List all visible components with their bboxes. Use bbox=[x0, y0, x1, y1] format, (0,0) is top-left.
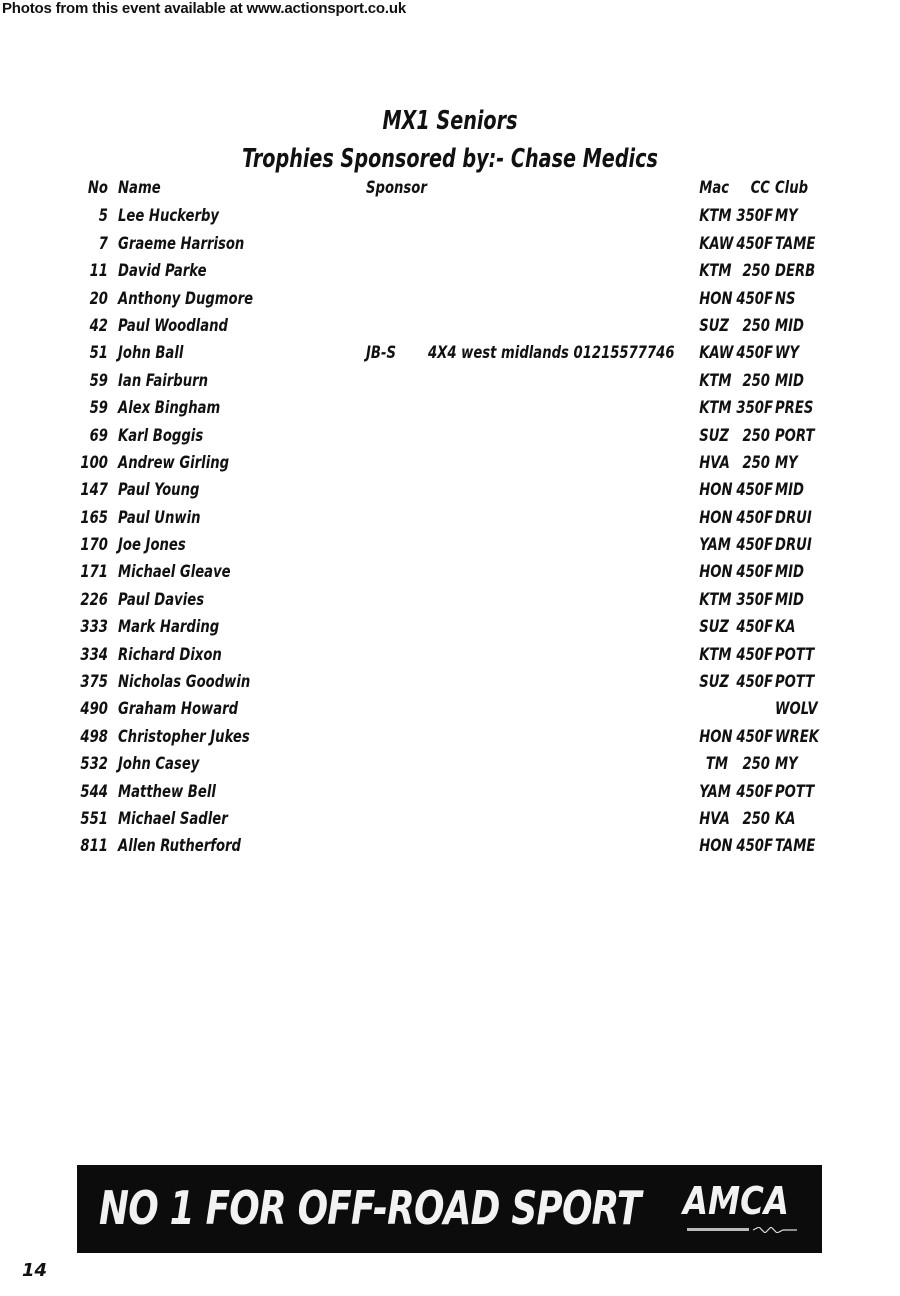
cell-sponsor: JB-S bbox=[366, 343, 396, 363]
cell-name: Karl Boggis bbox=[118, 425, 204, 445]
cell-club: NS bbox=[775, 288, 796, 308]
cell-name: Richard Dixon bbox=[118, 644, 222, 664]
cell-name: David Parke bbox=[118, 261, 207, 281]
cell-cc: 450F bbox=[736, 233, 773, 253]
cell-club: POTT bbox=[775, 644, 815, 664]
cell-mac: KAW bbox=[699, 233, 734, 253]
cell-club: MY bbox=[775, 452, 798, 472]
table-row bbox=[0, 340, 900, 367]
cell-cc: 450F bbox=[736, 343, 773, 363]
cell-mac: HON bbox=[699, 288, 733, 308]
cell-name: Anthony Dugmore bbox=[118, 288, 254, 308]
cell-name: Graeme Harrison bbox=[118, 233, 245, 253]
cell-cc: 450F bbox=[736, 507, 773, 527]
table-header bbox=[0, 176, 900, 203]
cell-club: WOLV bbox=[775, 699, 818, 719]
cell-club: WY bbox=[775, 343, 800, 363]
cell-mac: HON bbox=[699, 507, 733, 527]
cell-mac: HON bbox=[699, 836, 733, 856]
header-club: Club bbox=[775, 178, 809, 197]
cell-name: Paul Woodland bbox=[118, 315, 228, 335]
cell-no: 544 bbox=[80, 781, 108, 801]
table-row bbox=[0, 724, 900, 751]
table-row bbox=[0, 450, 900, 477]
table-row bbox=[0, 395, 900, 422]
cell-mac: SUZ bbox=[699, 315, 729, 335]
table-row bbox=[0, 532, 900, 559]
cell-cc: 450F bbox=[736, 644, 773, 664]
cell-mac: KTM bbox=[699, 261, 732, 281]
cell-name: John Ball bbox=[118, 343, 184, 363]
cell-name: Christopher Jukes bbox=[118, 726, 250, 746]
cell-name: Nicholas Goodwin bbox=[118, 672, 251, 692]
table-row bbox=[0, 368, 900, 395]
cell-mac: KTM bbox=[699, 370, 732, 390]
cell-mac: HON bbox=[699, 562, 733, 582]
cell-club: POTT bbox=[775, 672, 815, 692]
cell-name: Mark Harding bbox=[118, 617, 220, 637]
cell-name: Andrew Girling bbox=[118, 452, 230, 472]
entry-table bbox=[0, 176, 900, 861]
cell-name: Joe Jones bbox=[118, 535, 186, 555]
cell-club: PORT bbox=[775, 425, 815, 445]
cell-club: DRUI bbox=[775, 507, 812, 527]
cell-cc: 250 bbox=[742, 315, 770, 335]
logo-underline bbox=[687, 1227, 797, 1233]
cell-name: Graham Howard bbox=[118, 699, 239, 719]
cell-mac: KAW bbox=[699, 343, 734, 363]
table-row bbox=[0, 313, 900, 340]
cell-cc: 450F bbox=[736, 672, 773, 692]
cell-mac: HON bbox=[699, 480, 733, 500]
cell-club: TAME bbox=[775, 233, 816, 253]
table-row bbox=[0, 559, 900, 586]
cell-no: 51 bbox=[89, 343, 108, 363]
cell-mac: YAM bbox=[699, 781, 731, 801]
cell-name: Paul Young bbox=[118, 480, 200, 500]
cell-name: Michael Sadler bbox=[118, 808, 228, 828]
cell-club: MID bbox=[775, 370, 805, 390]
cell-mac: TM bbox=[705, 754, 728, 774]
table-row bbox=[0, 203, 900, 230]
table-row bbox=[0, 642, 900, 669]
table-row bbox=[0, 751, 900, 778]
table-row bbox=[0, 614, 900, 641]
amca-logo-text: AMCA bbox=[683, 1179, 789, 1223]
cell-club: PRES bbox=[775, 398, 814, 418]
cell-club: MID bbox=[775, 315, 805, 335]
sponsor-banner bbox=[77, 1165, 822, 1253]
cell-club: MY bbox=[775, 754, 798, 774]
cell-no: 59 bbox=[89, 370, 108, 390]
cell-name: Matthew Bell bbox=[118, 781, 216, 801]
cell-cc: 250 bbox=[742, 452, 770, 472]
cell-no: 59 bbox=[89, 398, 108, 418]
cell-no: 171 bbox=[80, 562, 108, 582]
cell-name: Lee Huckerby bbox=[118, 206, 220, 226]
table-row bbox=[0, 696, 900, 723]
cell-name: Paul Davies bbox=[118, 589, 205, 609]
cell-cc: 450F bbox=[736, 480, 773, 500]
cell-mac: KTM bbox=[699, 206, 732, 226]
cell-cc: 250 bbox=[742, 808, 770, 828]
cell-club: WREK bbox=[775, 726, 819, 746]
cell-no: 490 bbox=[80, 699, 108, 719]
cell-name: John Casey bbox=[118, 754, 200, 774]
cell-no: 333 bbox=[80, 617, 108, 637]
header-mac: Mac bbox=[699, 178, 730, 197]
cell-name: Alex Bingham bbox=[118, 398, 221, 418]
cell-club: POTT bbox=[775, 781, 815, 801]
cell-club: MY bbox=[775, 206, 798, 226]
cell-cc: 450F bbox=[736, 562, 773, 582]
cell-mac: HVA bbox=[699, 808, 730, 828]
header-no: No bbox=[87, 178, 108, 197]
cell-cc: 450F bbox=[736, 288, 773, 308]
cell-club: KA bbox=[775, 617, 796, 637]
cell-name: Allen Rutherford bbox=[118, 836, 241, 856]
cell-no: 811 bbox=[80, 836, 108, 856]
table-row bbox=[0, 286, 900, 313]
cell-club: MID bbox=[775, 480, 805, 500]
cell-no: 100 bbox=[80, 452, 108, 472]
cell-cc: 350F bbox=[736, 206, 773, 226]
cell-no: 5 bbox=[98, 206, 108, 226]
header-sponsor: Sponsor bbox=[366, 178, 427, 197]
table-row bbox=[0, 258, 900, 285]
cell-cc: 450F bbox=[736, 781, 773, 801]
cell-mac: KTM bbox=[699, 644, 732, 664]
cell-cc: 450F bbox=[736, 617, 773, 637]
cell-name: Ian Fairburn bbox=[118, 370, 209, 390]
header-name: Name bbox=[118, 178, 161, 197]
cell-no: 226 bbox=[80, 589, 108, 609]
page-title: MX1 Seniors bbox=[382, 106, 518, 136]
cell-no: 170 bbox=[80, 535, 108, 555]
page-subtitle: Trophies Sponsored by:- Chase Medics bbox=[242, 144, 658, 174]
cell-no: 498 bbox=[80, 726, 108, 746]
cell-club: DRUI bbox=[775, 535, 812, 555]
table-row bbox=[0, 423, 900, 450]
table-row bbox=[0, 779, 900, 806]
cell-no: 165 bbox=[80, 507, 108, 527]
cell-no: 532 bbox=[80, 754, 108, 774]
cell-club: MID bbox=[775, 589, 805, 609]
cell-mac: KTM bbox=[699, 589, 732, 609]
cell-sponsor2: 4X4 west midlands 01215577746 bbox=[428, 343, 675, 363]
cell-name: Michael Gleave bbox=[118, 562, 231, 582]
table-row bbox=[0, 505, 900, 532]
cell-no: 551 bbox=[80, 808, 108, 828]
cell-cc: 350F bbox=[736, 398, 773, 418]
cell-cc: 450F bbox=[736, 726, 773, 746]
cell-no: 11 bbox=[89, 261, 108, 281]
cell-cc: 450F bbox=[736, 836, 773, 856]
cell-mac: KTM bbox=[699, 398, 732, 418]
cell-club: KA bbox=[775, 808, 796, 828]
cell-cc: 250 bbox=[742, 754, 770, 774]
cell-no: 334 bbox=[80, 644, 108, 664]
cell-mac: HVA bbox=[699, 452, 730, 472]
cell-mac: SUZ bbox=[699, 672, 729, 692]
cell-no: 147 bbox=[80, 480, 108, 500]
cell-no: 20 bbox=[89, 288, 108, 308]
table-body bbox=[0, 203, 900, 860]
table-row bbox=[0, 477, 900, 504]
watermark-text: Photos from this event available at www.actionsport.co.uk bbox=[2, 0, 406, 17]
cell-cc: 450F bbox=[736, 535, 773, 555]
cell-cc: 250 bbox=[742, 425, 770, 445]
table-row bbox=[0, 806, 900, 833]
cell-club: MID bbox=[775, 562, 805, 582]
cell-name: Paul Unwin bbox=[118, 507, 201, 527]
cell-mac: SUZ bbox=[699, 425, 729, 445]
cell-mac: YAM bbox=[699, 535, 731, 555]
cell-no: 69 bbox=[89, 425, 108, 445]
banner-slogan: NO 1 FOR OFF-ROAD SPORT bbox=[99, 1181, 641, 1235]
cell-mac: HON bbox=[699, 726, 733, 746]
table-row bbox=[0, 833, 900, 860]
cell-mac: SUZ bbox=[699, 617, 729, 637]
cell-cc: 350F bbox=[736, 589, 773, 609]
cell-no: 375 bbox=[80, 672, 108, 692]
cell-no: 7 bbox=[98, 233, 108, 253]
table-row bbox=[0, 669, 900, 696]
cell-no: 42 bbox=[89, 315, 108, 335]
cell-club: DERB bbox=[775, 261, 816, 281]
page-number: 14 bbox=[22, 1260, 48, 1281]
table-row bbox=[0, 231, 900, 258]
header-cc: CC bbox=[750, 178, 770, 197]
table-row bbox=[0, 587, 900, 614]
cell-cc: 250 bbox=[742, 370, 770, 390]
cell-club: TAME bbox=[775, 836, 816, 856]
cell-cc: 250 bbox=[742, 261, 770, 281]
amca-logo bbox=[679, 1177, 809, 1241]
